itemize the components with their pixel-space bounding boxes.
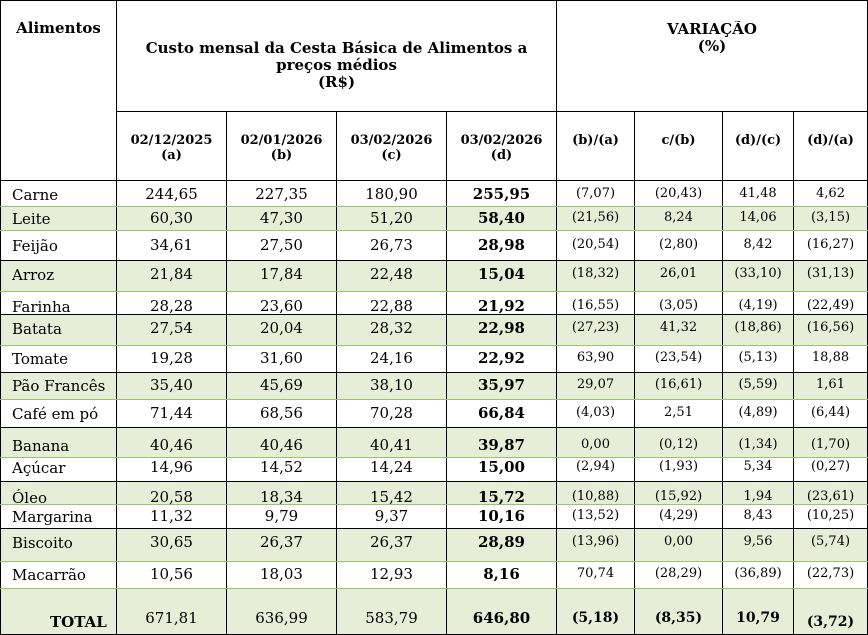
cell-v4: (16,56) — [806, 320, 855, 335]
cell-b: 26,37 — [260, 533, 303, 551]
cell-c: 14,24 — [370, 458, 413, 476]
cell-c: 40,41 — [370, 436, 413, 454]
cell-b: 18,03 — [260, 565, 303, 583]
header-date-b: 02/01/2026 (b) — [240, 133, 323, 163]
total-d: 646,80 — [472, 609, 531, 627]
cell-v1: (13,96) — [571, 534, 620, 549]
cell-d: 15,04 — [478, 265, 525, 283]
cell-c: 9,37 — [374, 507, 409, 525]
row-name: Banana — [12, 437, 70, 455]
cell-b: 27,50 — [260, 236, 303, 254]
row-name: Pão Francês — [12, 377, 106, 395]
cell-a: 27,54 — [150, 319, 193, 337]
header-var-cb: c/(b) — [661, 133, 696, 148]
header-date-d: 03/02/2026 (d) — [460, 133, 543, 163]
cell-b: 14,52 — [260, 458, 303, 476]
cell-v1: (27,23) — [571, 320, 620, 335]
cell-v4: (10,25) — [806, 508, 855, 523]
cell-v3: (1,34) — [738, 437, 778, 452]
cell-v4: (0,27) — [810, 459, 851, 474]
cell-c: 38,10 — [370, 376, 413, 394]
cell-v4: (22,73) — [806, 566, 855, 581]
cell-v1: (10,88) — [571, 489, 620, 504]
cell-v3: 14,06 — [739, 210, 777, 225]
row-name: Batata — [12, 320, 62, 338]
cell-a: 30,65 — [150, 533, 193, 551]
cell-v4: (23,61) — [806, 489, 855, 504]
row-name: Carne — [12, 186, 59, 204]
cell-d: 255,95 — [472, 185, 531, 203]
cell-c: 22,48 — [370, 265, 413, 283]
total-v4: (3,72) — [806, 614, 855, 630]
cell-c: 28,32 — [370, 319, 413, 337]
header-title — [117, 40, 556, 91]
cell-b: 47,30 — [260, 209, 303, 227]
cell-a: 21,84 — [150, 265, 193, 283]
cell-d: 28,89 — [478, 533, 525, 551]
header-variacao — [557, 21, 867, 55]
cell-d: 39,87 — [478, 436, 525, 454]
cell-v2: (16,61) — [654, 377, 703, 392]
cell-d: 21,92 — [478, 297, 525, 315]
cell-v1: (18,32) — [571, 266, 620, 281]
cell-v3: (18,86) — [734, 320, 782, 335]
row-name: Leite — [12, 210, 51, 228]
cell-a: 60,30 — [150, 209, 193, 227]
cell-v4: (22,49) — [806, 298, 855, 313]
cell-c: 26,73 — [370, 236, 413, 254]
total-v1: (5,18) — [571, 610, 620, 626]
cell-d: 15,00 — [478, 458, 525, 476]
cell-b: 17,84 — [260, 265, 303, 283]
row-name: Açúcar — [12, 459, 66, 477]
header-title-line1: Custo mensal da Cesta Básica de Alimentos a — [145, 40, 528, 57]
cell-v2: (3,05) — [658, 298, 699, 313]
header-var-da: (d)/(a) — [807, 133, 854, 148]
cell-v2: (4,29) — [658, 508, 699, 523]
cell-c: 51,20 — [370, 209, 413, 227]
cell-v1: (13,52) — [571, 508, 620, 523]
cell-v2: 41,32 — [659, 320, 698, 335]
cell-a: 40,46 — [150, 436, 193, 454]
cell-v1: (4,03) — [575, 405, 616, 420]
row-name: Óleo — [12, 489, 48, 507]
cell-d: 22,98 — [478, 319, 525, 337]
row-name: Farinha — [12, 298, 71, 316]
cell-b: 18,34 — [260, 488, 303, 506]
cell-d: 28,98 — [478, 236, 525, 254]
cell-b: 68,56 — [260, 404, 303, 422]
cell-v3: 9,56 — [743, 534, 773, 549]
cell-b: 40,46 — [260, 436, 303, 454]
cell-a: 34,61 — [150, 236, 193, 254]
total-a: 671,81 — [145, 609, 198, 627]
cell-v2: 2,51 — [664, 405, 693, 420]
cell-v3: 1,94 — [743, 489, 773, 504]
cell-v1: (20,54) — [571, 237, 620, 252]
cell-a: 244,65 — [145, 185, 198, 203]
cell-a: 11,32 — [150, 507, 193, 525]
cell-v1: 0,00 — [581, 437, 610, 452]
cell-a: 14,96 — [150, 458, 193, 476]
cell-d: 15,72 — [478, 488, 525, 506]
cell-a: 19,28 — [150, 349, 193, 367]
total-label: TOTAL — [50, 613, 107, 631]
header-alimentos: Alimentos — [16, 20, 101, 37]
cell-b: 31,60 — [260, 349, 303, 367]
cell-v2: 8,24 — [664, 210, 693, 225]
cell-b: 20,04 — [260, 319, 303, 337]
total-c: 583,79 — [365, 609, 418, 627]
cell-v2: (23,54) — [654, 350, 703, 365]
cell-v3: (36,89) — [734, 566, 782, 581]
header-variacao-label: VARIAÇÃO — [667, 21, 757, 38]
cell-d: 10,16 — [478, 507, 525, 525]
row-name: Margarina — [12, 508, 93, 526]
cell-v2: 26,01 — [659, 266, 698, 281]
cell-v1: (21,56) — [571, 210, 620, 225]
cell-a: 20,58 — [150, 488, 193, 506]
cell-v4: (1,70) — [810, 437, 851, 452]
cell-d: 58,40 — [478, 209, 525, 227]
cell-v1: 70,74 — [576, 566, 615, 581]
header-date-a: 02/12/2025 (a) — [130, 133, 213, 163]
row-name: Macarrão — [12, 566, 86, 584]
cell-v4: (16,27) — [806, 237, 855, 252]
cell-v2: (1,93) — [658, 459, 699, 474]
cell-c: 12,93 — [370, 565, 413, 583]
cell-b: 9,79 — [264, 507, 299, 525]
cell-v1: 29,07 — [576, 377, 615, 392]
cell-d: 35,97 — [478, 376, 525, 394]
header-variacao-unit: (%) — [697, 37, 727, 55]
total-v3: 10,79 — [736, 610, 780, 626]
cell-d: 8,16 — [483, 565, 520, 583]
cell-c: 180,90 — [365, 185, 418, 203]
cell-c: 26,37 — [370, 533, 413, 551]
cell-v3: (4,89) — [738, 405, 778, 420]
cell-v1: (7,07) — [575, 186, 616, 201]
row-name: Biscoito — [12, 534, 73, 552]
cell-c: 24,16 — [370, 349, 413, 367]
row-name: Arroz — [12, 266, 55, 284]
cell-v1: 63,90 — [576, 350, 615, 365]
total-v2: (8,35) — [654, 610, 703, 626]
cell-v4: 1,61 — [816, 377, 845, 392]
cell-d: 22,92 — [478, 349, 525, 367]
cell-v2: (2,80) — [658, 237, 699, 252]
cell-b: 227,35 — [255, 185, 308, 203]
cell-a: 28,28 — [150, 297, 193, 315]
cell-v4: (3,15) — [810, 210, 851, 225]
cell-c: 15,42 — [370, 488, 413, 506]
cell-v4: (6,44) — [810, 405, 851, 420]
cell-v3: (5,59) — [738, 377, 778, 392]
cell-v4: 4,62 — [816, 186, 845, 201]
cell-v4: (5,74) — [810, 534, 851, 549]
cell-a: 35,40 — [150, 376, 193, 394]
cell-v4: 18,88 — [811, 350, 850, 365]
cell-c: 70,28 — [370, 404, 413, 422]
cell-a: 10,56 — [150, 565, 193, 583]
header-var-dc: (d)/(c) — [734, 133, 782, 148]
header-date-c: 03/02/2026 (c) — [350, 133, 433, 163]
cell-v2: (15,92) — [654, 489, 703, 504]
cell-b: 45,69 — [260, 376, 303, 394]
cell-v3: 41,48 — [739, 186, 777, 201]
row-name: Feijão — [12, 237, 58, 255]
cell-v2: (28,29) — [654, 566, 703, 581]
cell-v3: (4,19) — [738, 298, 778, 313]
cell-v2: (0,12) — [658, 437, 699, 452]
cell-c: 22,88 — [370, 297, 413, 315]
total-b: 636,99 — [255, 609, 308, 627]
cell-b: 23,60 — [260, 297, 303, 315]
cell-a: 71,44 — [150, 404, 193, 422]
cell-v1: (2,94) — [575, 459, 616, 474]
header-title-line2: preços médios — [276, 56, 397, 74]
cell-v2: 0,00 — [664, 534, 693, 549]
cell-v3: 5,34 — [743, 459, 773, 474]
header-title-line3: (R$) — [317, 73, 356, 91]
cell-v1: (16,55) — [571, 298, 620, 313]
cell-v3: 8,43 — [743, 508, 773, 523]
header-var-ba: (b)/(a) — [572, 133, 619, 148]
cell-v3: (5,13) — [738, 350, 778, 365]
row-name: Café em pó — [12, 405, 99, 423]
cell-v3: 8,42 — [743, 237, 773, 252]
row-name: Tomate — [12, 350, 68, 368]
cell-v2: (20,43) — [654, 186, 703, 201]
cell-v3: (33,10) — [734, 266, 782, 281]
cell-d: 66,84 — [478, 404, 525, 422]
cell-v4: (31,13) — [806, 266, 855, 281]
